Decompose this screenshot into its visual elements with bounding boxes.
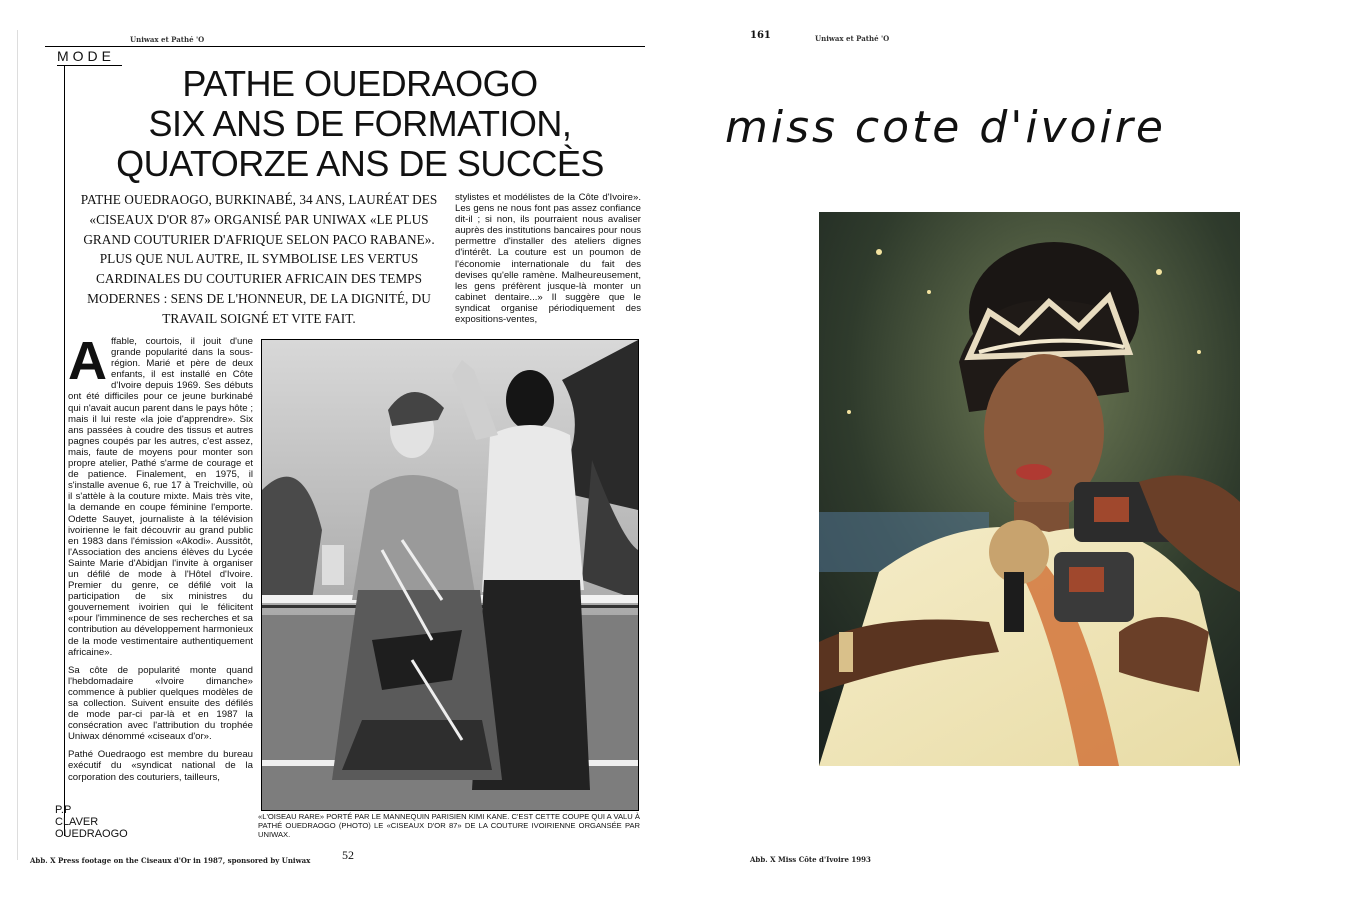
clipping-top-rule	[45, 46, 645, 47]
headline-line-3: QUATORZE ANS DE SUCCÈS	[116, 143, 604, 184]
miss-cote-divoire-photo	[819, 212, 1240, 766]
fashion-photo	[261, 339, 639, 811]
footer-caption-left: Abb. X Press footage on the Ciseaux d'Or in 1987, sponsored by Uniwax	[30, 856, 311, 865]
headline-line-1: PATHE OUEDRAOGO	[182, 63, 538, 104]
article-column-right: stylistes et modélistes de la Côte d'Ivoire». Les gens ne nous font pas assez confiance dit-il ; si non, ils pourraient nous avaliser auprès des institutions bancaires pour nous permettre d'installer des ateliers dignes d'intérêt. La couture est un poumon de l'économie internationale du fait des devises qu'elle ramène. Malheureusement, les gens préfèrent jusque-là monter un cabinet dentaire...» Il suggère que le syndicat organise périodiquement des expositions-ventes,	[455, 192, 641, 326]
headline-line-2: SIX ANS DE FORMATION,	[148, 103, 572, 144]
drop-cap: A	[68, 331, 107, 391]
article-paragraph: Sa côte de popularité monte quand l'hebdomadaire «Ivoire dimanche» commence à publier quelques modèles de sa collection. Suivent ensuite des défilés de mode par-ci par-là et en 1987 la consécration avec l'attribution du trophée Uniwax dénommé «ciseaux d'or».	[68, 664, 253, 743]
clipping-left-rule	[64, 66, 65, 836]
article-column-left	[68, 331, 253, 790]
page-edge-shadow	[17, 30, 18, 860]
fashion-photo-image	[262, 340, 638, 810]
byline-line: OUEDRAOGO	[55, 828, 128, 840]
left-page	[0, 0, 660, 913]
photo-caption: «L'OISEAU RARE» PORTÉ PAR LE MANNEQUIN PARISIEN KIMI KANE. C'EST CETTE COUPE QUI A VALU À PATHÉ OUEDRAOGO (PHOTO) LE «CISEAUX D'OR 87» DE LA COUTURE IVOIRIENNE ORGANSÉE PAR UNIWAX.	[258, 812, 640, 839]
page-number: 161	[750, 30, 771, 41]
byline	[55, 804, 128, 840]
footer-caption-right: Abb. X Miss Côte d'Ivoire 1993	[750, 855, 871, 864]
section-label: MODE	[57, 48, 115, 64]
byline-line: CLAVER	[55, 816, 99, 828]
article-paragraph: Affable, courtois, il jouit d'une grande popularité dans la sous-région. Marié et père de deux enfants, il est installé en Côte d'Ivoire depuis 1969. Ses débuts ont été difficiles pour ce jeune burkinabé qui n'avait aucun parent dans le pays hôte ; mais il lui reste «la joie d'apprendre». Six ans passées à coudre des tissus et autres pagnes coupés par les autres, c'est assez, mais, faute de moyens pour monter son propre atelier, Pathé s'arme de courage et de patience. Finalement, en 1975, il s'installe avenue 6, rue 17 à Treichville, où il s'attèle à la couture mixte. Mais très vite, la demande en coupe féminine l'emporte. Odette Sauyet, journaliste à la télévision ivoirienne le fait découvrir au grand public en 1983 dans l'émission «Akodi». Aussitôt, l'Association des anciens élèves du Lycée Sainte Marie d'Abidjan l'invite à organiser un défilé de mode à l'Hôtel d'Ivoire. Premier du genre, ce défilé voit la participation de six ministres du gouvernement ivoirien qui le félicitent «pour l'imminence de ses recherches et sa contribution au développement harmonieux de la mode vestimentaire authentiquement africaine».	[68, 331, 253, 658]
running-head-right: Uniwax et Pathé 'O	[815, 34, 890, 43]
handwritten-title: miss cote d'ivoire	[725, 102, 1166, 153]
headline	[80, 64, 640, 184]
byline-line: P.P	[55, 804, 72, 816]
article-deck: PATHE OUEDRAOGO, BURKINABÉ, 34 ANS, LAURÉAT DES «CISEAUX D'OR 87» ORGANISÉ PAR UNIWAX «LE PLUS GRAND COUTURIER D'AFRIQUE SELON PACO RABANE». PLUS QUE NUL AUTRE, IL SYMBOLISE LES VERTUS CARDINALES DU COUTURIER AFRICAIN DES TEMPS MODERNES : SENS DE L'HONNEUR, DE LA DIGNITÉ, DU TRAVAIL SOIGNÉ ET VITE FAIT.	[80, 192, 438, 326]
running-head-left: Uniwax et Pathé 'O	[130, 35, 205, 44]
miss-photo-image	[819, 212, 1240, 766]
article-paragraph: Pathé Ouedraogo est membre du bureau exécutif du «syndicat national de la corporation des couturiers, tailleurs,	[68, 749, 253, 783]
clipping-page-number: 52	[342, 848, 354, 862]
